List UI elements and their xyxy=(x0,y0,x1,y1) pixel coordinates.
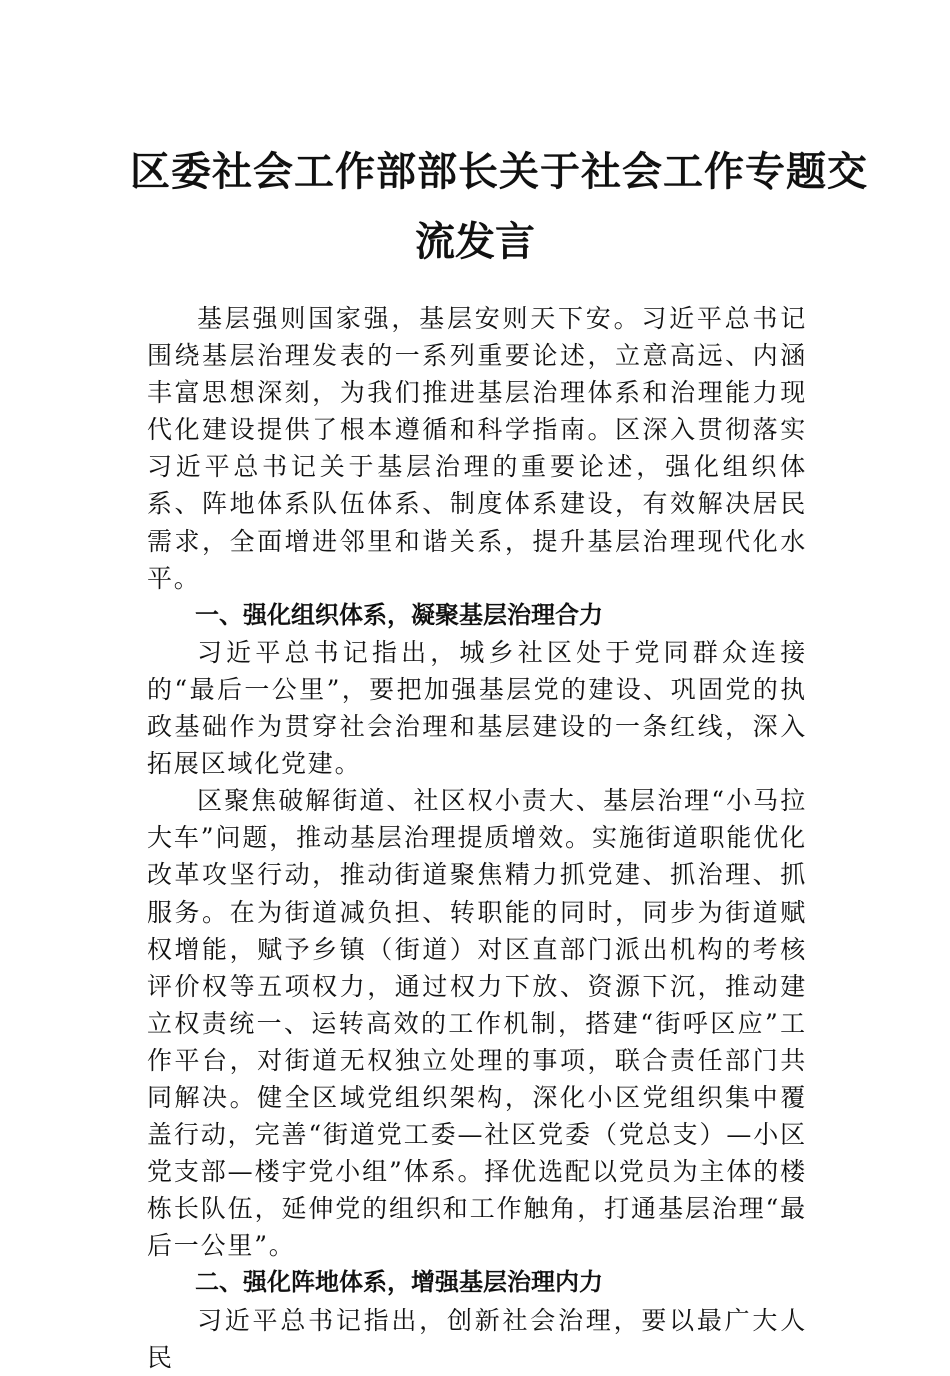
section-heading-2: 二、强化阵地体系，增强基层治理内力 xyxy=(195,1268,603,1297)
document-body xyxy=(147,300,807,1376)
paragraph-section-2-quote: 习近平总书记指出，创新社会治理，要以最广大人民 xyxy=(147,1305,807,1372)
paragraph-section-1-detail: 区聚焦破解街道、社区权小责大、基层治理“小马拉大车”问题，推动基层治理提质增效。实施街道职能优化改革攻坚行动，推动街道聚焦精力抓党建、抓治理、抓服务。在为街道减负担、转职能的同时，同步为街道赋权增能，赋予乡镇（街道）对区直部门派出机构的考核评价权等五项权力，通过权力下放、资源下沉，推动建立权责统一、运转高效的工作机制，搭建“街呼区应”工作平台，对街道无权独立处理的事项，联合责任部门共同解决。健全区域党组织架构，深化小区党组织集中覆盖行动，完善“街道党工委—社区党委（党总支）—小区党支部—楼宇党小组”体系。择优选配以党员为主体的楼栋长队伍，延伸党的组织和工作触角，打通基层治理“最后一公里”。 xyxy=(147,786,807,1261)
paragraph-intro: 基层强则国家强，基层安则天下安。习近平总书记围绕基层治理发表的一系列重要论述，立意高远、内涵丰富思想深刻，为我们推进基层治理体系和治理能力现代化建设提供了根本遵循和科学指南。区深入贯彻落实习近平总书记关于基层治理的重要论述，强化组织体系、阵地体系队伍体系、制度体系建设，有效解决居民需求，全面增进邻里和谐关系，提升基层治理现代化水平。 xyxy=(147,304,807,593)
paragraph-section-1-quote: 习近平总书记指出，城乡社区处于党同群众连接的“最后一公里”，要把加强基层党的建设、巩固党的执政基础作为贯穿社会治理和基层建设的一条红线，深入拓展区域化党建。 xyxy=(147,637,807,779)
document-title-line-1: 区委社会工作部部长关于社会工作专题交 xyxy=(130,148,868,195)
section-heading-1: 一、强化组织体系，凝聚基层治理合力 xyxy=(195,600,603,629)
document-title-line-2: 流发言 xyxy=(415,218,535,265)
